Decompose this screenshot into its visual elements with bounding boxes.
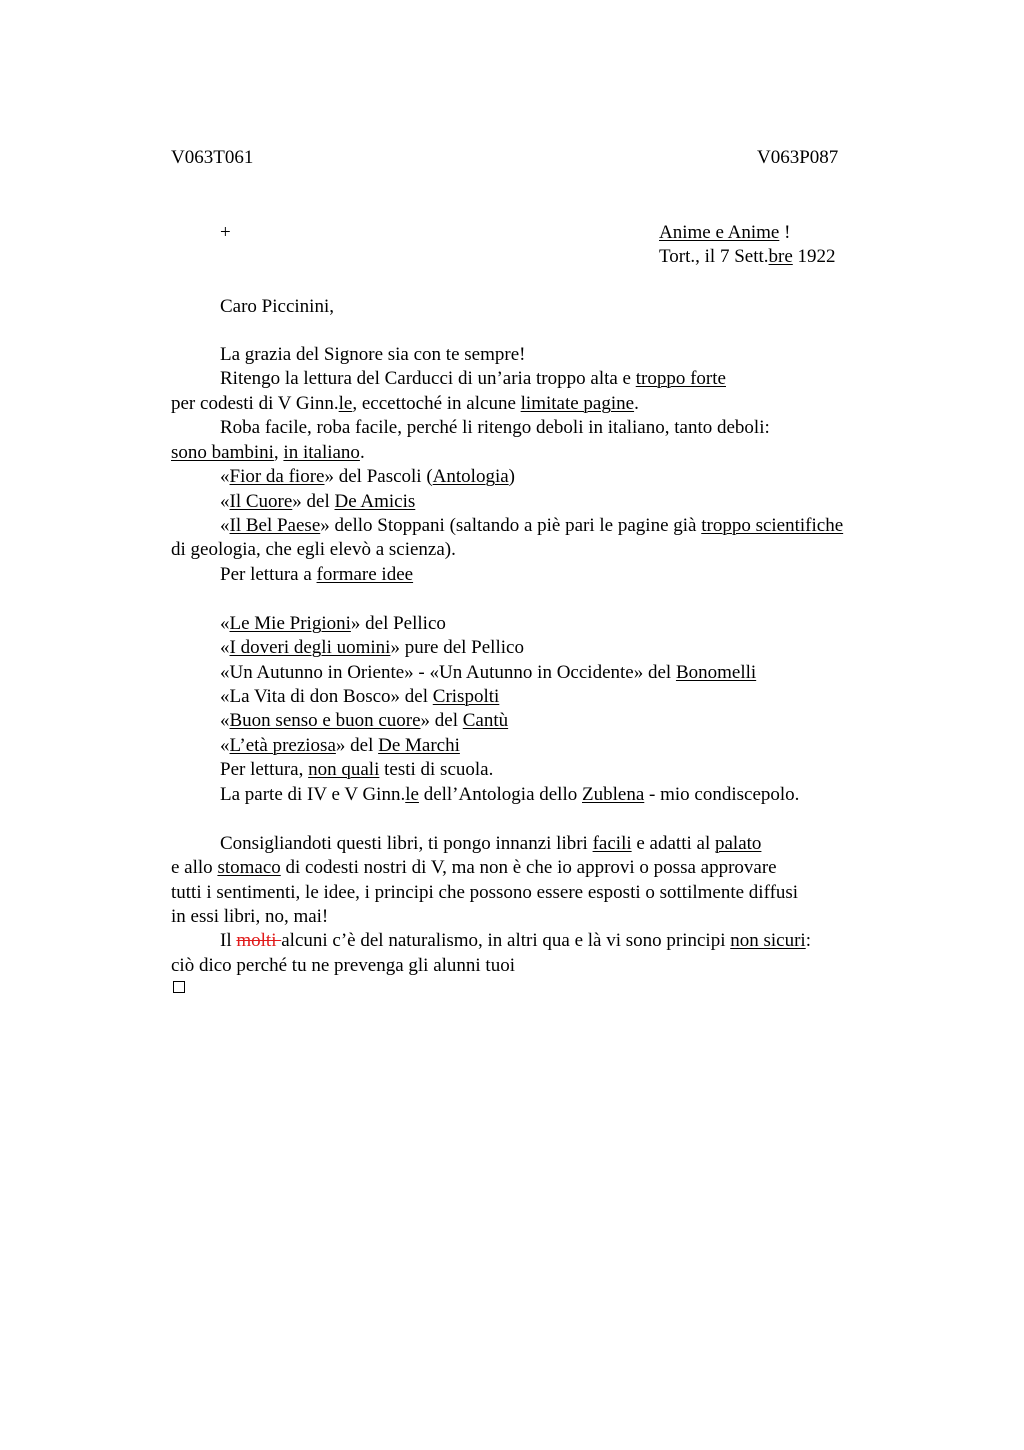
body-line: e allo stomaco di codesti nostri di V, ma non è che io approvi o possa approvare [171, 857, 777, 878]
body-line: per codesti di V Ginn.le, eccettoché in alcune limitate pagine. [171, 393, 639, 414]
book-title-line: «Il Bel Paese» dello Stoppani (saltando a piè pari le pagine già troppo scientifiche [220, 515, 844, 536]
body-line: tutti i sentimenti, le idee, i principi che possono essere esposti o sottilmente diffusi [171, 882, 799, 903]
letter-salutation: Caro Piccinini, [220, 296, 334, 317]
letter-place-date: Tort., il 7 Sett.bre 1922 [659, 246, 836, 267]
book-title-line: «Buon senso e buon cuore» del Cantù [220, 710, 509, 731]
book-title-line: «Il Cuore» del De Amicis [220, 491, 416, 512]
book-title-line: «Le Mie Prigioni» del Pellico [220, 613, 446, 634]
body-line: Roba facile, roba facile, perché li ritengo deboli in italiano, tanto deboli: [220, 417, 770, 438]
body-line: Consigliandoti questi libri, ti pongo innanzi libri facili e adatti al palato [220, 833, 762, 854]
body-line: ciò dico perché tu ne prevenga gli alunni tuoi [171, 955, 515, 976]
document-code-left: V063T061 [171, 147, 254, 168]
body-line: in essi libri, no, mai! [171, 906, 329, 927]
empty-box-icon [173, 981, 185, 993]
body-line: La parte di IV e V Ginn.le dell’Antologia dello Zublena - mio condiscepolo. [220, 784, 800, 805]
body-line: Il molti alcuni c’è del naturalismo, in altri qua e là vi sono principi non sicuri: [220, 930, 811, 951]
book-title-line: «La Vita di don Bosco» del Crispolti [220, 686, 500, 707]
body-line: Per lettura, non quali testi di scuola. [220, 759, 494, 780]
book-title-line: «I doveri degli uomini» pure del Pellico [220, 637, 524, 658]
book-title-line: «Fior da fiore» del Pascoli (Antologia) [220, 466, 515, 487]
body-line: di geologia, che egli elevò a scienza). [171, 539, 456, 560]
book-title-line: «Un Autunno in Oriente» - «Un Autunno in Occidente» del Bonomelli [220, 662, 757, 683]
body-line: La grazia del Signore sia con te sempre! [220, 344, 526, 365]
body-line: Ritengo la lettura del Carducci di un’aria troppo alta e troppo forte [220, 368, 726, 389]
book-title-line: «L’età preziosa» del De Marchi [220, 735, 460, 756]
cross-mark: + [220, 222, 231, 243]
deleted-word: molti [236, 930, 282, 951]
body-line: Per lettura a formare idee [220, 564, 414, 585]
letter-motto: Anime e Anime ! [659, 222, 791, 243]
body-line: sono bambini, in italiano. [171, 442, 365, 463]
document-code-right: V063P087 [757, 147, 839, 168]
